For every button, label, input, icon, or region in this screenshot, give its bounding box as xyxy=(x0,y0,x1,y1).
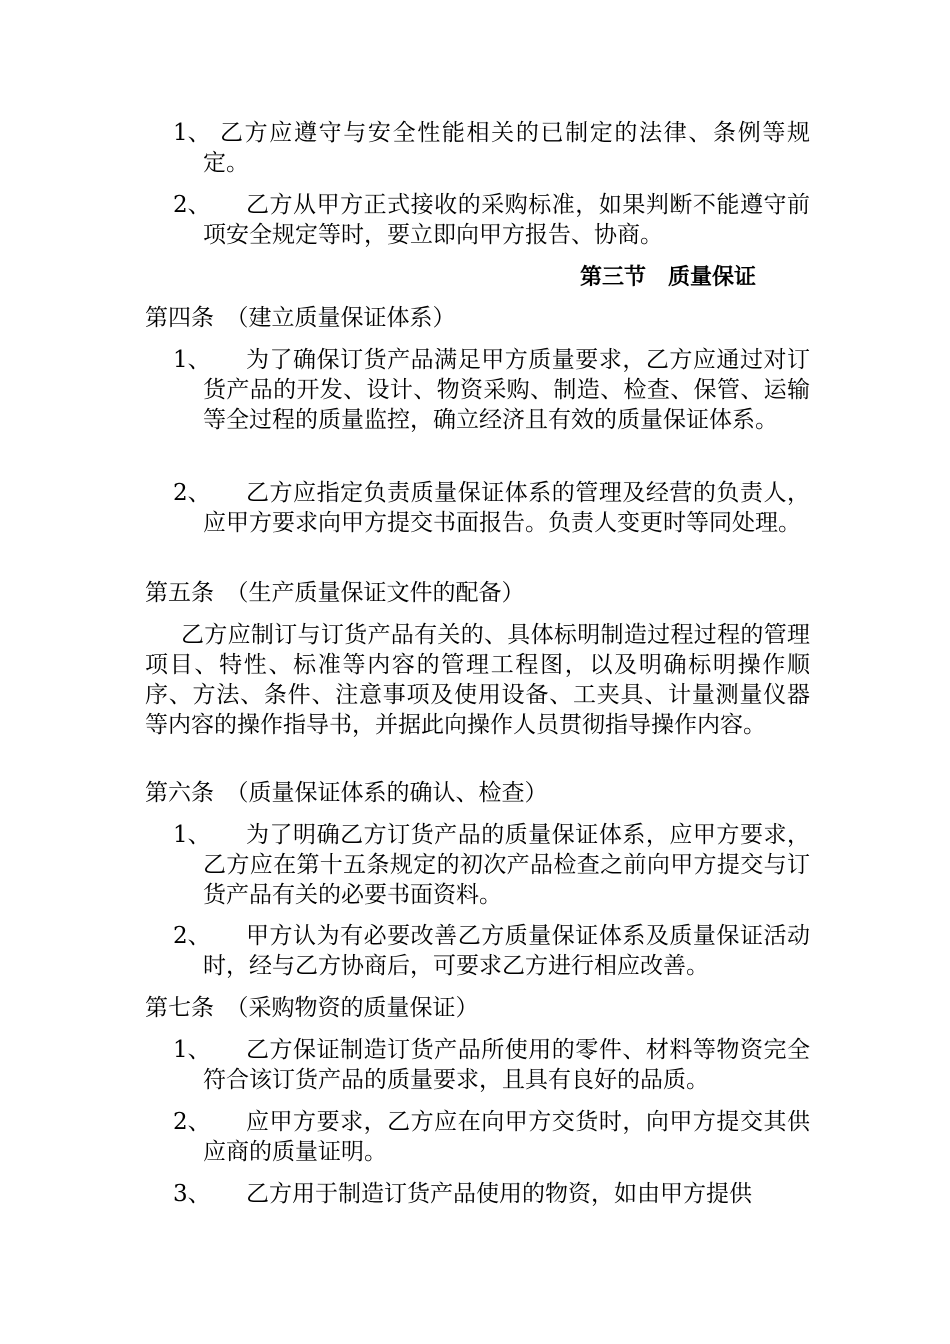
list-item-number: 3、 xyxy=(173,1181,211,1207)
list-item-text: 乙方从甲方正式接收的采购标准，如果判断不能遵守前项安全规定等时，要立即向甲方报告、协商。 xyxy=(203,192,810,248)
list-item-text: 甲方认为有必要改善乙方质量保证体系及质量保证活动时，经与乙方协商后，可要求乙方进行相应改善。 xyxy=(203,923,810,979)
list-item-text: 为了明确乙方订货产品的质量保证体系，应甲方要求，乙方应在第十五条规定的初次产品检查之前向甲方提交与订货产品有关的必要书面资料。 xyxy=(203,822,810,908)
list-item-number: 2、 xyxy=(173,480,211,506)
article-heading: 第六条 （质量保证体系的确认、检查） xyxy=(145,780,548,806)
list-item-number: 2、 xyxy=(173,1109,211,1135)
list-item-number: 1、 xyxy=(173,1037,211,1063)
list-item-number: 2、 xyxy=(173,192,211,218)
list-item-text: 乙方应遵守与安全性能相关的已制定的法律、条例等规定。 xyxy=(203,120,810,176)
list-item-number: 1、 xyxy=(173,822,211,848)
list-item-text: 乙方保证制造订货产品所使用的零件、材料等物资完全符合该订货产品的质量要求，且具有良好的品质。 xyxy=(203,1037,810,1093)
list-item-number: 1、 xyxy=(173,120,211,146)
list-item-number: 2、 xyxy=(173,923,211,949)
section-title: 第三节 质量保证 xyxy=(580,265,757,290)
list-item-text: 乙方应指定负责质量保证体系的管理及经营的负责人，应甲方要求向甲方提交书面报告。负责人变更时等同处理。 xyxy=(203,480,810,536)
article-heading: 第四条 （建立质量保证体系） xyxy=(145,305,456,331)
article-paragraph: 乙方应制订与订货产品有关的、具体标明制造过程过程的管理项目、特性、标准等内容的管理工程图，以及明确标明操作顺序、方法、条件、注意事项及使用设备、工夹具、计量测量仪器等内容的操作指导书，并据此向操作人员贯彻指导操作内容。 xyxy=(145,622,810,738)
list-item-text: 应甲方要求，乙方应在向甲方交货时，向甲方提交其供应商的质量证明。 xyxy=(203,1109,810,1165)
list-item-number: 1、 xyxy=(173,347,211,373)
article-heading: 第七条 （采购物资的质量保证） xyxy=(145,995,479,1021)
list-item-text: 乙方用于制造订货产品使用的物资，如由甲方提供 xyxy=(246,1181,752,1207)
list-item-text: 为了确保订货产品满足甲方质量要求，乙方应通过对订货产品的开发、设计、物资采购、制造、检查、保管、运输等全过程的质量监控，确立经济且有效的质量保证体系。 xyxy=(203,347,810,433)
article-heading: 第五条 （生产质量保证文件的配备） xyxy=(145,580,525,606)
